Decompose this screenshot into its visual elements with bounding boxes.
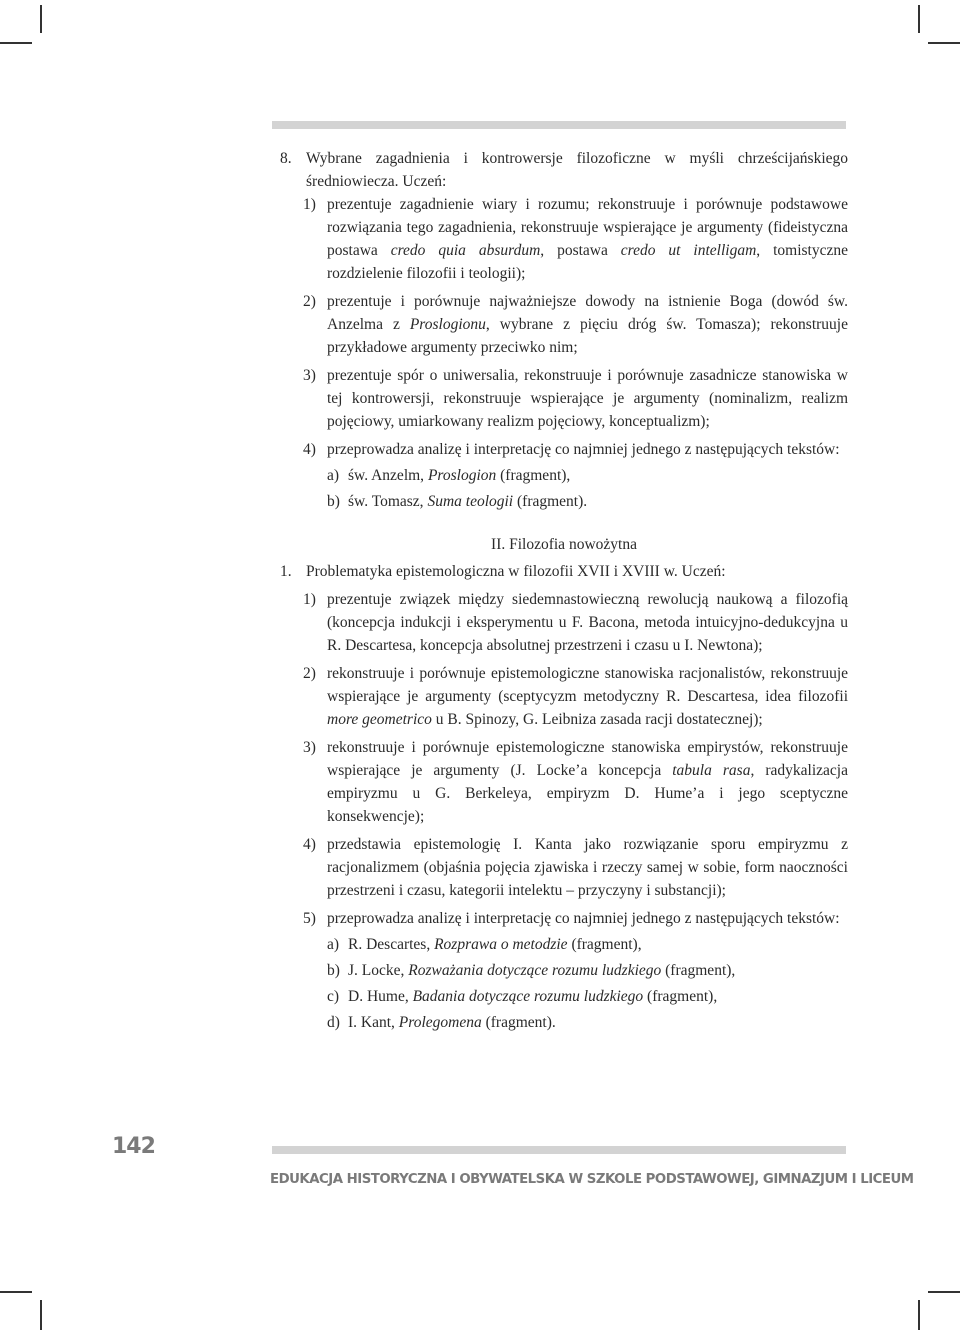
crop-mark [0, 1291, 32, 1293]
crop-mark [40, 5, 42, 33]
crop-mark [928, 1291, 960, 1293]
list-item: 2) prezentuje i porównuje najważniejsze dowody na istnienie Boga (dowód św. Anzelma z Proslogionu, wybrane z pięciu dróg św. Tomasza); rekonstruuje przykładowe argumenty przeciwko nim; [303, 293, 848, 356]
crop-mark [918, 5, 920, 33]
crop-mark [40, 1300, 42, 1330]
text-item: b) J. Locke, Rozważania dotyczące rozumu ludzkiego (fragment), [327, 962, 736, 979]
list-item: 3) prezentuje spór o uniwersalia, rekonstruuje i porównuje zasadnicze stanowiska w tej kontrowersji, rekonstruuje wspierające je argumenty (nominalizm, realizm pojęciowy, umiarkowany realizm pojęciowy, konceptualizm); [303, 367, 848, 430]
section-8-title: 8. Wybrane zagadnienia i kontrowersje filozoficzne w myśli chrześcijańskiego średniowiecza. Uczeń: [280, 150, 848, 190]
text-item: a) św. Anzelm, Proslogion (fragment), [327, 467, 571, 484]
list-item: 1) prezentuje związek między siedemnastowieczną rewolucją naukową a filozofią (koncepcja indukcji i eksperymentu u F. Bacona, metoda intuicyjno-dedukcyjna u R. Descartesa, koncepcja absolutnej przestrzeni i czasu u I. Newtona); [303, 591, 848, 654]
crop-mark [918, 1300, 920, 1330]
part-heading: II. Filozofia nowożytna [491, 536, 637, 553]
list-item: 4) przeprowadza analizę i interpretację co najmniej jednego z następujących tekstów: [303, 441, 840, 458]
crop-mark [928, 42, 960, 44]
page-content [280, 147, 848, 1034]
text-item: d) I. Kant, Prolegomena (fragment). [327, 1014, 556, 1031]
text-item: b) św. Tomasz, Suma teologii (fragment). [327, 493, 588, 510]
list-item: 1) prezentuje zagadnienie wiary i rozumu; rekonstruuje i porównuje podstawowe rozwiązania tego zagadnienia, rekonstruuje wspierające je argumenty (fideistyczna postawa credo quia absurdum, postawa credo ut intelligam, tomistyczne rozdzielenie filozofii i teologii); [303, 196, 848, 282]
section-1-title: 1. Problematyka epistemologiczna w filozofii XVII i XVIII w. Uczeń: [280, 563, 726, 580]
list-item: 3) rekonstruuje i porównuje epistemologiczne stanowiska empirystów, rekonstruuje wspierające je argumenty (J. Locke’a koncepcja tabula rasa, radykalizacja empiryzmu u G. Berkeleya, empiryzm D. Hume’a i jego sceptyczne konsekwencje); [303, 739, 848, 825]
footer-text: EDUKACJA HISTORYCZNA I OBYWATELSKA W SZKOLE PODSTAWOWEJ, GIMNAZJUM I LICEUM [270, 1172, 914, 1187]
list-item: 5) przeprowadza analizę i interpretację co najmniej jednego z następujących tekstów: [303, 910, 840, 927]
list-item: 4) przedstawia epistemologię I. Kanta jako rozwiązanie sporu empiryzmu z racjonalizmem (objaśnia pojęcia zjawiska i rzeczy samej w sobie, form naoczności przestrzeni i czasu, kategorii intelektu – przyczyny i substancji); [303, 836, 848, 899]
header-rule [272, 121, 846, 129]
text-item: c) D. Hume, Badania dotyczące rozumu ludzkiego (fragment), [327, 988, 718, 1005]
text-item: a) R. Descartes, Rozprawa o metodzie (fragment), [327, 936, 642, 953]
footer-rule [272, 1146, 846, 1154]
page-number: 142 [112, 1134, 155, 1159]
list-item: 2) rekonstruuje i porównuje epistemologiczne stanowiska racjonalistów, rekonstruuje wspierające je argumenty (sceptycyzm metodyczny R. Descartesa, idea filozofii more geometrico u B. Spinozy, G. Leibniza zasada racji dostatecznej); [303, 665, 848, 728]
crop-mark [0, 42, 32, 44]
